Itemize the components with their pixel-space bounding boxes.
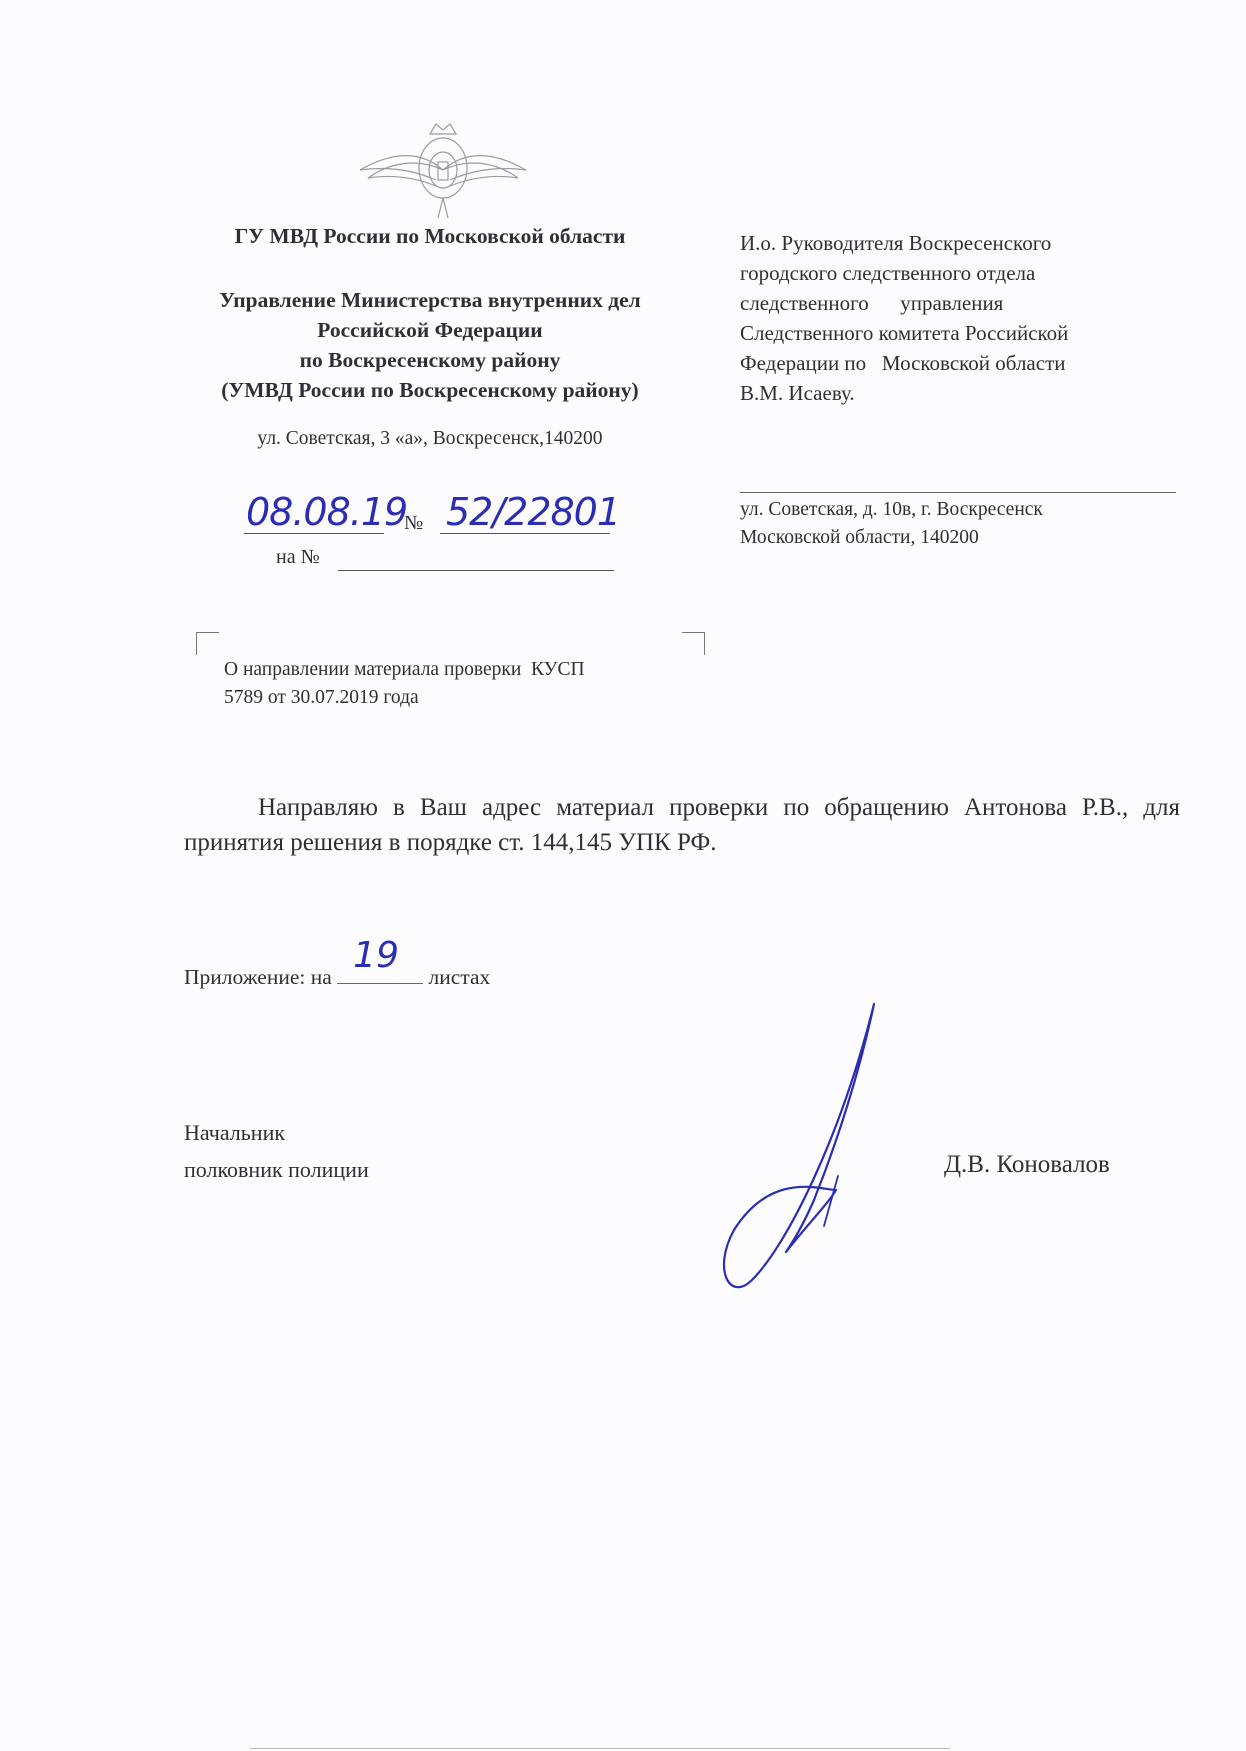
attachment-sheets: 19 [353,935,399,976]
recipient-address [740,496,1180,552]
letter-body: Направляю в Ваш адрес материал проверки по обращению Антонова Р.В., для принятия решения в порядке ст. 144,145 УПК РФ. [184,794,1180,856]
signer-position [184,1114,369,1188]
department-line: (УМВД России по Воскресенскому району) [221,378,639,402]
recipient-line: Следственного комитета Российской [740,321,1069,345]
handwritten-signature [710,990,900,1300]
department-line: Управление Министерства внутренних дел [219,288,641,312]
department-line: Российской Федерации [317,318,543,342]
mvd-emblem-icon [358,118,528,222]
sender-department [170,285,690,405]
subject-corner-right [682,632,705,655]
scan-edge-line [250,1748,950,1749]
recipient-line: Федерации по Московской области [740,351,1066,375]
signer-position-line: полковник полиции [184,1157,369,1182]
reply-number-field [338,546,614,571]
recipient-line: В.М. Исаеву. [740,381,855,405]
registration-number-field [440,490,621,538]
attachment-sheets-field [337,935,423,984]
registration-date-field [244,490,408,538]
attachment-line [184,935,491,990]
attachment-suffix: листах [428,965,491,989]
subject-line: 5789 от 30.07.2019 года [224,687,419,708]
registration-number: 52/22801 [446,490,621,534]
subject-line: О направлении материала проверки КУСП [224,659,585,680]
sender-agency: ГУ МВД России по Московской области [234,224,626,248]
recipient-line: следственного управления [740,291,1004,315]
subject [224,656,684,712]
recipient-address-line: Московской области, 140200 [740,527,979,548]
registration-date: 08.08.19 [246,490,408,534]
signer-name: Д.В. Коновалов [944,1151,1110,1178]
signer-position-line: Начальник [184,1120,286,1145]
recipient-line: И.о. Руководителя Воскресенского [740,231,1052,255]
number-sign: № [404,512,424,534]
recipient-divider [740,492,1176,493]
recipient-line: городского следственного отдела [740,261,1036,285]
subject-corner-left [196,632,219,655]
recipient-address-line: ул. Советская, д. 10в, г. Воскресенск [740,499,1043,520]
department-line: по Воскресенскому району [299,348,561,372]
recipient-block [740,228,1180,408]
reply-number-label: на № [276,546,320,568]
attachment-prefix: Приложение: на [184,965,332,989]
sender-address: ул. Советская, 3 «а», Воскресенск,140200 [257,428,603,449]
